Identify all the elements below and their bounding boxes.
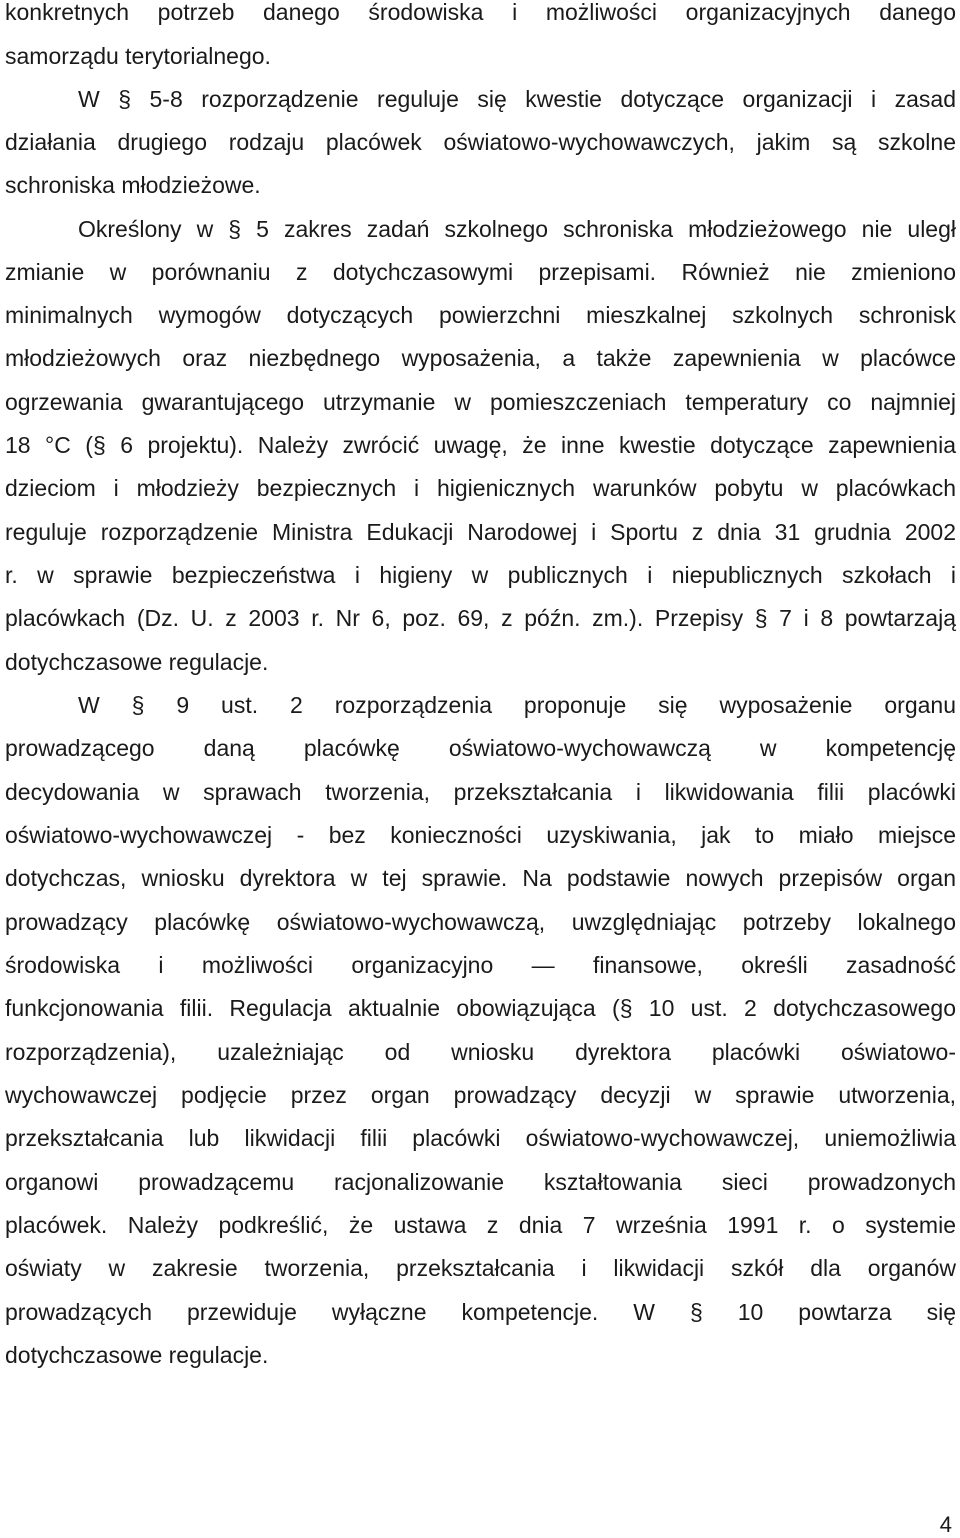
text-line: przekształcania lub likwidacji filii placówki oświatowo-wychowawczej, uniemożliwia xyxy=(5,1125,956,1151)
text-line: reguluje rozporządzenie Ministra Edukacji Narodowej i Sportu z dnia 31 grudnia 2002 xyxy=(5,519,956,545)
text-line: placówkach (Dz. U. z 2003 r. Nr 6, poz. 69, z późn. zm.). Przepisy § 7 i 8 powtarzają xyxy=(5,605,956,631)
text-line: działania drugiego rodzaju placówek oświatowo-wychowawczych, jakim są szkolne xyxy=(5,129,956,155)
text-line: dotychczas, wniosku dyrektora w tej sprawie. Na podstawie nowych przepisów organ xyxy=(5,865,956,891)
text-line: środowiska i możliwości organizacyjno — finansowe, określi zasadność xyxy=(5,952,956,978)
text-line: schroniska młodzieżowe. xyxy=(5,172,261,198)
page-number: 4 xyxy=(939,1512,952,1537)
text-line: prowadzącego daną placówkę oświatowo-wychowawczą w kompetencję xyxy=(5,735,956,761)
text-line: rozporządzenia), uzależniając od wniosku dyrektora placówki oświatowo- xyxy=(5,1039,956,1065)
text-line: dotychczasowe regulacje. xyxy=(5,1342,269,1368)
text-line: konkretnych potrzeb danego środowiska i możliwości organizacyjnych danego xyxy=(5,0,956,25)
text-line: W § 9 ust. 2 rozporządzenia proponuje się wyposażenie organu xyxy=(78,692,956,718)
text-line: prowadzących przewiduje wyłączne kompetencje. W § 10 powtarza się xyxy=(5,1299,956,1325)
text-line: młodzieżowych oraz niezbędnego wyposażenia, a także zapewnienia w placówce xyxy=(5,345,956,371)
text-line: dotychczasowe regulacje. xyxy=(5,649,269,675)
text-line: minimalnych wymogów dotyczących powierzchni mieszkalnej szkolnych schronisk xyxy=(5,302,956,328)
text-line: ogrzewania gwarantującego utrzymanie w pomieszczeniach temperatury co najmniej xyxy=(5,389,956,415)
text-line: oświatowo-wychowawczej - bez konieczności uzyskiwania, jak to miało miejsce xyxy=(5,822,956,848)
text-line: r. w sprawie bezpieczeństwa i higieny w publicznych i niepublicznych szkołach i xyxy=(5,562,956,588)
text-line: placówek. Należy podkreślić, że ustawa z dnia 7 września 1991 r. o systemie xyxy=(5,1212,956,1238)
text-line: zmianie w porównaniu z dotychczasowymi przepisami. Również nie zmieniono xyxy=(5,259,956,285)
text-line: decydowania w sprawach tworzenia, przekształcania i likwidowania filii placówki xyxy=(5,779,956,805)
text-line: oświaty w zakresie tworzenia, przekształcania i likwidacji szkół dla organów xyxy=(5,1255,956,1281)
text-line: samorządu terytorialnego. xyxy=(5,43,271,69)
text-line: prowadzący placówkę oświatowo-wychowawczą, uwzględniając potrzeby lokalnego xyxy=(5,909,956,935)
text-line: 18 °C (§ 6 projektu). Należy zwrócić uwagę, że inne kwestie dotyczące zapewnienia xyxy=(5,432,956,458)
text-line: wychowawczej podjęcie przez organ prowadzący decyzji w sprawie utworzenia, xyxy=(5,1082,956,1108)
text-line: dzieciom i młodzieży bezpiecznych i higienicznych warunków pobytu w placówkach xyxy=(5,475,956,501)
text-line: W § 5-8 rozporządzenie reguluje się kwestie dotyczące organizacji i zasad xyxy=(78,86,956,112)
text-line: organowi prowadzącemu racjonalizowanie kształtowania sieci prowadzonych xyxy=(5,1169,956,1195)
text-line: funkcjonowania filii. Regulacja aktualnie obowiązująca (§ 10 ust. 2 dotychczasowego xyxy=(5,995,956,1021)
text-line: Określony w § 5 zakres zadań szkolnego schroniska młodzieżowego nie uległ xyxy=(78,216,956,242)
